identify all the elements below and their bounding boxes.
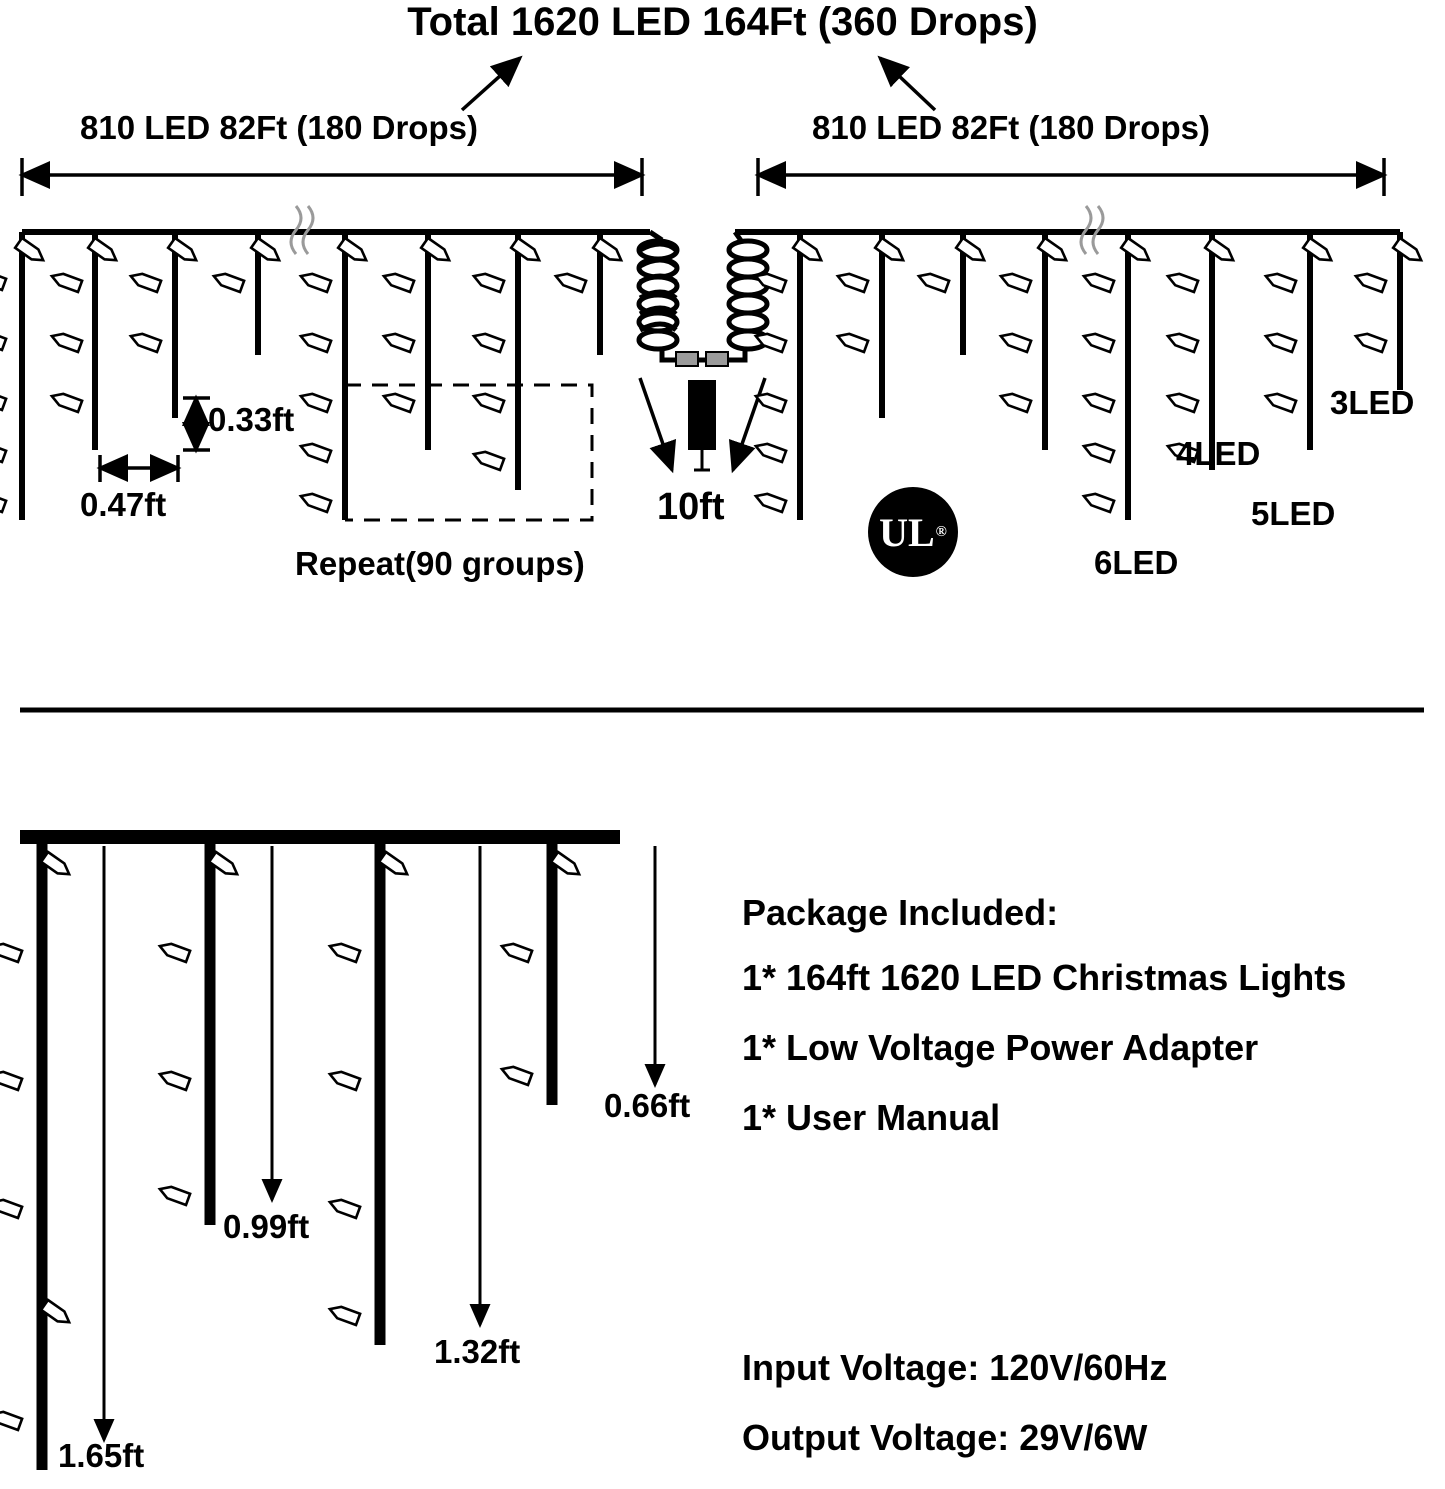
ul-mark-text: UL <box>879 509 935 555</box>
repeat-group-label: Repeat(90 groups) <box>295 545 585 582</box>
drop-label-6led: 6LED <box>1094 544 1179 581</box>
package-item-manual: 1* User Manual <box>742 1097 1001 1138</box>
drop-label-5led: 5LED <box>1251 495 1336 532</box>
drop-length-165: 1.65ft <box>58 1437 145 1474</box>
output-voltage-spec: Output Voltage: 29V/6W <box>742 1417 1148 1458</box>
ul-certification-icon <box>868 487 958 577</box>
vertical-spacing-label: 0.33ft <box>208 401 295 438</box>
left-segment-label: 810 LED 82Ft (180 Drops) <box>80 109 478 146</box>
package-item-lights: 1* 164ft 1620 LED Christmas Lights <box>742 957 1347 998</box>
power-cord-coils <box>639 232 767 360</box>
right-segment-drops <box>754 232 1425 520</box>
registered-trademark-symbol: ® <box>935 523 947 540</box>
package-item-adapter: 1* Low Voltage Power Adapter <box>742 1027 1259 1068</box>
drop-label-3led: 3LED <box>1330 384 1415 421</box>
vertical-spacing-measure <box>183 398 210 450</box>
input-voltage-spec: Input Voltage: 120V/60Hz <box>742 1347 1168 1388</box>
right-segment-label: 810 LED 82Ft (180 Drops) <box>812 109 1210 146</box>
lead-wire-length-label: 10ft <box>657 486 725 528</box>
page-title: Total 1620 LED 164Ft (360 Drops) <box>407 0 1038 44</box>
drop-length-132: 1.32ft <box>434 1333 521 1370</box>
title-pointer-arrows <box>462 58 935 110</box>
drop-length-066: 0.66ft <box>604 1087 691 1124</box>
repeat-group-box <box>345 385 592 520</box>
horizontal-spacing-label: 0.47ft <box>80 486 167 523</box>
drop-label-4led: 4LED <box>1176 435 1261 472</box>
left-segment-drops <box>0 232 625 520</box>
bottom-detail-wire <box>0 830 620 1470</box>
segment-dimension-lines <box>22 158 1384 196</box>
package-included-heading: Package Included: <box>742 892 1059 933</box>
connector-plug <box>676 352 728 470</box>
horizontal-spacing-measure <box>100 455 178 482</box>
drop-length-099: 0.99ft <box>223 1208 310 1245</box>
